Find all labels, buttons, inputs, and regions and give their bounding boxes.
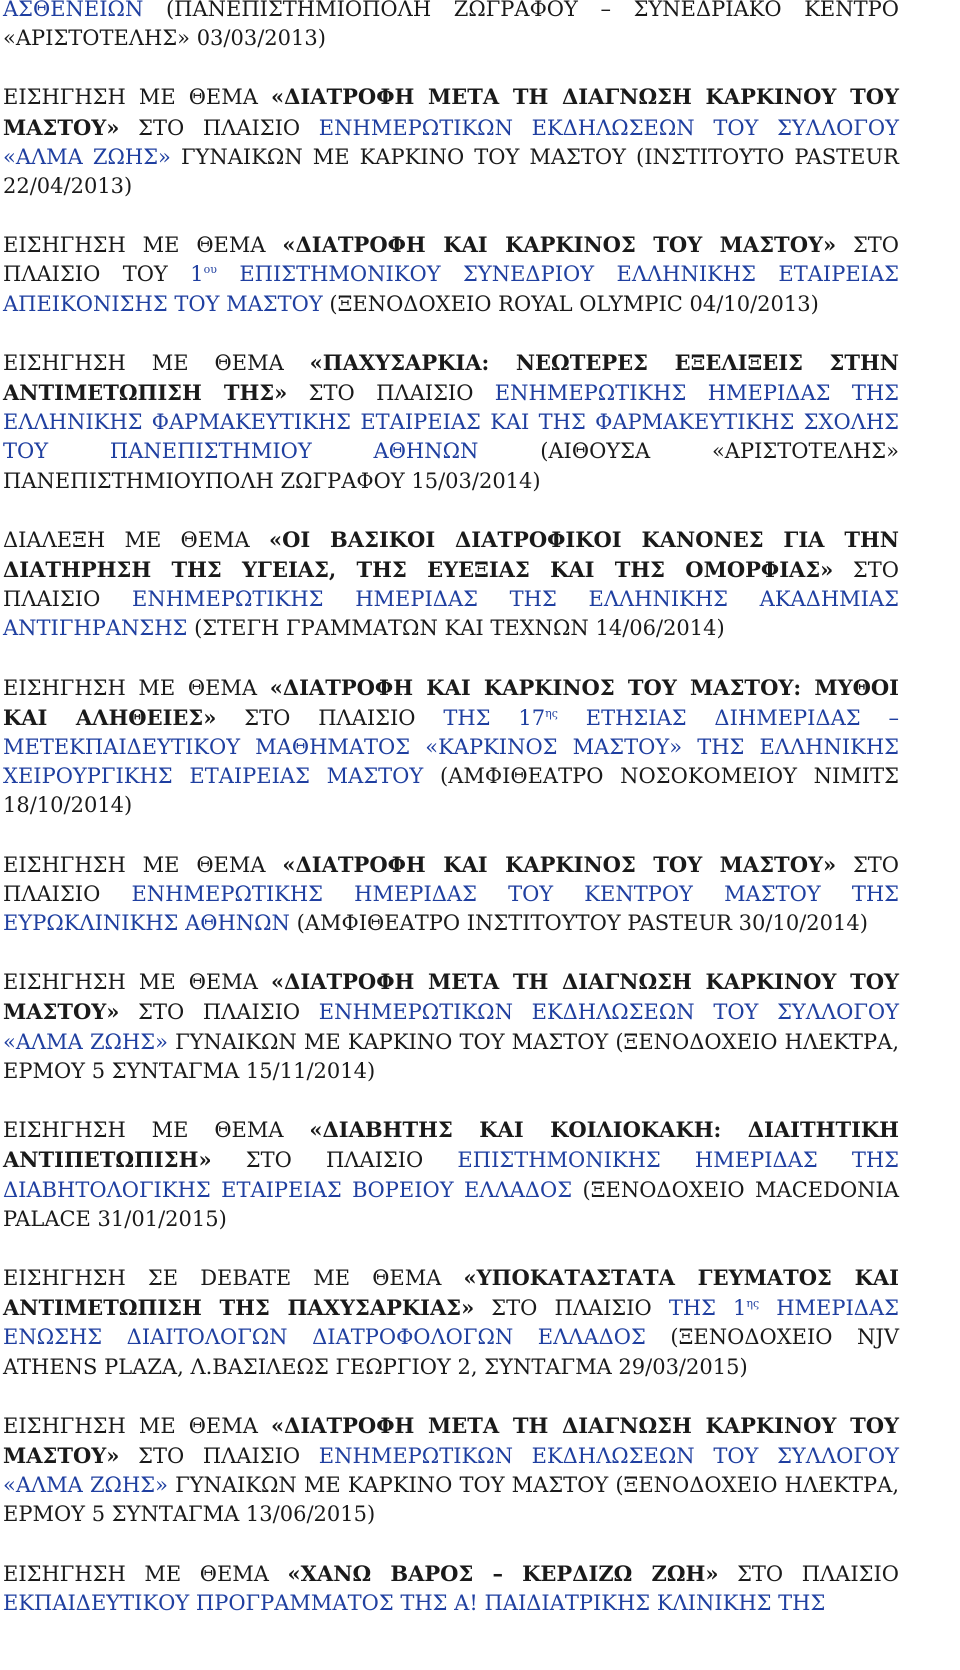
context-text: ΣΤΟ ΠΛΑΙΣΙΟ xyxy=(3,852,900,906)
entry-type: ΕΙΣΗΓΗΣΗ ΜΕ ΘΕΜΑ xyxy=(3,350,310,375)
venue-date: (ΠΑΝΕΠΙΣΤΗΜΙΟΠΟΛΗ ΖΩΓΡΑΦΟΥ – ΣΥΝΕΔΡΙΑΚΟ ΚΕΝΤΡΟ «ΑΡΙΣΤΟΤΕΛΗΣ» 03/03/2013) xyxy=(3,0,899,51)
venue-date: ΓΥΝΑΙΚΩΝ ΜΕ ΚΑΡΚΙΝΟ ΤΟΥ ΜΑΣΤΟΥ (ΙΝΣΤΙΤΟΥΤΟ PASTEUR 22/04/2013) xyxy=(3,144,899,199)
talk-topic: «ΔΙΑΤΡΟΦΗ ΚΑΙ ΚΑΡΚΙΝΟΣ ΤΟΥ ΜΑΣΤΟΥ: ΜΥΘΟΙ ΚΑΙ ΑΛΗΘΕΙΕΣ» xyxy=(3,674,899,730)
context-text: ΣΤΟ ΠΛΑΙΣΙΟ xyxy=(216,705,444,730)
event-ordinal: 1 xyxy=(190,262,204,287)
talk-topic: «ΥΠΟΚΑΤΑΣΤΑΤΑ ΓΕΥΜΑΤΟΣ ΚΑΙ ΑΝΤΙΜΕΤΩΠΙΣΗ ΤΗΣ ΠΑΧΥΣΑΡΚΙΑΣ» xyxy=(3,1264,899,1321)
talk-topic: «ΔΙΑΤΡΟΦΗ ΜΕΤΑ ΤΗ ΔΙΑΓΝΩΣΗ ΚΑΡΚΙΝΟΥ ΤΟΥ ΜΑΣΤΟΥ» xyxy=(3,969,900,1025)
event-name: ΕΚΠΑΙΔΕΥΤΙΚΟΥ ΠΡΟΓΡΑΜΜΑΤΟΣ ΤΗΣ Α! ΠΑΙΔΙΑΤΡΙΚΗΣ ΚΛΙΝΙΚΗΣ ΤΗΣ xyxy=(3,1590,826,1615)
ordinal-suffix: ου xyxy=(203,263,217,277)
talk-topic: «ΔΙΑΤΡΟΦΗ ΚΑΙ ΚΑΡΚΙΝΟΣ ΤΟΥ ΜΑΣΤΟΥ» xyxy=(282,232,837,258)
entry-type: ΕΙΣΗΓΗΣΗ ΜΕ ΘΕΜΑ xyxy=(3,85,271,110)
event-ordinal: ΤΗΣ 1 xyxy=(668,1296,747,1321)
talk-topic: «ΔΙΑΤΡΟΦΗ ΚΑΙ ΚΑΡΚΙΝΟΣ ΤΟΥ ΜΑΣΤΟΥ» xyxy=(282,851,837,877)
talk-topic: «ΟΙ ΒΑΣΙΚΟΙ ΔΙΑΤΡΟΦΙΚΟΙ ΚΑΝΟΝΕΣ ΓΙΑ ΤΗΝ ΔΙΑΤΗΡΗΣΗ ΤΗΣ ΥΓΕΙΑΣ, ΤΗΣ ΕΥΕΞΙΑΣ ΚΑΙ ΤΗΣ ΟΜΟΡΦΙΑΣ» xyxy=(3,526,899,583)
context-text: ΣΤΟ ΠΛΑΙΣΙΟ xyxy=(119,115,319,140)
venue-date: (ΑΜΦΙΘΕΑΤΡΟ ΝΟΣΟΚΟΜΕΙΟΥ ΝΙΜΙΤΣ 18/10/2014) xyxy=(3,764,899,818)
talk-topic: «ΔΙΑΤΡΟΦΗ ΜΕΤΑ ΤΗ ΔΙΑΓΝΩΣΗ ΚΑΡΚΙΝΟΥ ΤΟΥ ΜΑΣΤΟΥ» xyxy=(3,1412,900,1468)
entry-7 xyxy=(3,967,899,1086)
venue-date: (ΣΤΕΓΗ ΓΡΑΜΜΑΤΩΝ ΚΑΙ ΤΕΧΝΩΝ 14/06/2014) xyxy=(187,616,725,641)
talk-topic: «ΔΙΑΤΡΟΦΗ ΜΕΤΑ ΤΗ ΔΙΑΓΝΩΣΗ ΚΑΡΚΙΝΟΥ ΤΟΥ ΜΑΣΤΟΥ» xyxy=(3,84,900,140)
context-text: ΣΤΟ ΠΛΑΙΣΙΟ xyxy=(119,1443,319,1468)
event-name: ΑΣΘΕΝΕΙΩΝ xyxy=(3,0,144,21)
venue-date: (ΞΕΝΟΔΟΧΕΙΟ NJV ATHENS PLAZA, Λ.ΒΑΣΙΛΕΩΣ ΓΕΩΡΓΙΟΥ 2, ΣΥΝΤΑΓΜΑ 29/03/2015) xyxy=(3,1325,899,1379)
entry-type: ΔΙΑΛΕΞΗ ΜΕ ΘΕΜΑ xyxy=(3,527,269,552)
entry-1 xyxy=(3,82,899,201)
entry-type: ΕΙΣΗΓΗΣΗ ΜΕ ΘΕΜΑ xyxy=(3,1413,271,1438)
entry-type: ΕΙΣΗΓΗΣΗ ΜΕ ΘΕΜΑ xyxy=(3,1561,288,1586)
entry-type: ΕΙΣΗΓΗΣΗ ΜΕ ΘΕΜΑ xyxy=(3,852,283,877)
context-text: ΣΤΟ ΠΛΑΙΣΙΟ xyxy=(474,1296,669,1321)
venue-date: ΓΥΝΑΙΚΩΝ ΜΕ ΚΑΡΚΙΝΟ ΤΟΥ ΜΑΣΤΟΥ (ΞΕΝΟΔΟΧΕΙΟ ΗΛΕΚΤΡΑ, ΕΡΜΟΥ 5 ΣΥΝΤΑΓΜΑ 13/06/2015) xyxy=(3,1473,899,1527)
ordinal-suffix: ης xyxy=(746,1297,760,1311)
event-name-rest: ΗΜΕΡΙΔΑΣ ΕΝΩΣΗΣ ΔΙΑΙΤΟΛΟΓΩΝ ΔΙΑΤΡΟΦΟΛΟΓΩΝ ΕΛΛΑΔΟΣ xyxy=(3,1296,899,1350)
event-name: ΕΝΗΜΕΡΩΤΙΚΗΣ ΗΜΕΡΙΔΑΣ ΤΟΥ ΚΕΝΤΡΟΥ ΜΑΣΤΟΥ ΤΗΣ ΕΥΡΩΚΛΙΝΙΚΗΣ ΑΘΗΝΩΝ xyxy=(3,881,899,936)
document-body xyxy=(3,0,899,1618)
event-name: ΕΝΗΜΕΡΩΤΙΚΗΣ ΗΜΕΡΙΔΑΣ ΤΗΣ ΕΛΛΗΝΙΚΗΣ ΑΚΑΔΗΜΙΑΣ ΑΝΤΙΓΗΡΑΝΣΗΣ xyxy=(3,587,899,641)
entry-11 xyxy=(3,1559,899,1618)
event-name: ΕΝΗΜΕΡΩΤΙΚΩΝ ΕΚΔΗΛΩΣΕΩΝ ΤΟΥ ΣΥΛΛΟΓΟΥ «ΑΛΜΑ ΖΩΗΣ» xyxy=(3,1000,899,1054)
venue-date: ΓΥΝΑΙΚΩΝ ΜΕ ΚΑΡΚΙΝΟ ΤΟΥ ΜΑΣΤΟΥ (ΞΕΝΟΔΟΧΕΙΟ ΗΛΕΚΤΡΑ, ΕΡΜΟΥ 5 ΣΥΝΤΑΓΜΑ 15/11/2014) xyxy=(3,1029,899,1083)
talk-topic: «ΠΑΧΥΣΑΡΚΙΑ: ΝΕΩΤΕΡΕΣ ΕΞΕΛΙΞΕΙΣ ΣΤΗΝ ΑΝΤΙΜΕΤΩΠΙΣΗ ΤΗΣ» xyxy=(3,349,899,406)
event-name: ΕΝΗΜΕΡΩΤΙΚΩΝ ΕΚΔΗΛΩΣΕΩΝ ΤΟΥ ΣΥΛΛΟΓΟΥ «ΑΛΜΑ ΖΩΗΣ» xyxy=(3,1443,899,1498)
entry-type: ΕΙΣΗΓΗΣΗ ΣΕ DEBATE ΜΕ ΘΕΜΑ xyxy=(3,1265,464,1290)
entry-3 xyxy=(3,348,899,496)
context-text: ΣΤΟ ΠΛΑΙΣΙΟ xyxy=(3,558,899,612)
context-text: ΣΤΟ ΠΛΑΙΣΙΟ xyxy=(211,1148,458,1173)
context-text: ΣΤΟ ΠΛΑΙΣΙΟ ΤΟΥ xyxy=(3,233,900,287)
ordinal-suffix: ης xyxy=(545,706,558,720)
event-name-rest: ΕΠΙΣΤΗΜΟΝΙΚΟΥ ΣΥΝΕΔΡΙΟΥ ΕΛΛΗΝΙΚΗΣ ΕΤΑΙΡΕΙΑΣ ΑΠΕΙΚΟΝΙΣΗΣ ΤΟΥ ΜΑΣΤΟΥ xyxy=(3,262,899,316)
entry-4 xyxy=(3,525,899,644)
entry-10 xyxy=(3,1411,899,1530)
entry-0 xyxy=(3,0,899,53)
entry-type: ΕΙΣΗΓΗΣΗ ΜΕ ΘΕΜΑ xyxy=(3,675,270,700)
entry-2 xyxy=(3,230,899,319)
event-name: ΕΝΗΜΕΡΩΤΙΚΩΝ ΕΚΔΗΛΩΣΕΩΝ ΤΟΥ ΣΥΛΛΟΓΟΥ «ΑΛΜΑ ΖΩΗΣ» xyxy=(3,115,899,169)
event-name: ΕΠΙΣΤΗΜΟΝΙΚΗΣ ΗΜΕΡΙΔΑΣ ΤΗΣ ΔΙΑΒΗΤΟΛΟΓΙΚΗΣ ΕΤΑΙΡΕΙΑΣ ΒΟΡΕΙΟΥ ΕΛΛΑΔΟΣ xyxy=(3,1148,899,1202)
entry-8 xyxy=(3,1115,899,1234)
context-text: ΣΤΟ ΠΛΑΙΣΙΟ xyxy=(718,1561,899,1586)
entry-type: ΕΙΣΗΓΗΣΗ ΜΕ ΘΕΜΑ xyxy=(3,233,283,258)
talk-topic: «ΧΑΝΩ ΒΑΡΟΣ – ΚΕΡΔΙΖΩ ΖΩΗ» xyxy=(287,1560,719,1586)
entry-type: ΕΙΣΗΓΗΣΗ ΜΕ ΘΕΜΑ xyxy=(3,970,271,995)
entry-6 xyxy=(3,850,899,939)
event-name: ΕΝΗΜΕΡΩΤΙΚΗΣ ΗΜΕΡΙΔΑΣ ΤΗΣ ΕΛΛΗΝΙΚΗΣ ΦΑΡΜΑΚΕΥΤΙΚΗΣ ΕΤΑΙΡΕΙΑΣ ΚΑΙ ΤΗΣ ΦΑΡΜΑΚΕΥΤΙΚΗΣ ΣΧΟΛΗΣ ΤΟΥ ΠΑΝΕΠΙΣΤΗΜΙΟΥ ΑΘΗΝΩΝ xyxy=(3,381,899,464)
talk-topic: «ΔΙΑΒΗΤΗΣ ΚΑΙ ΚΟΙΛΙΟΚΑΚΗ: ΔΙΑΙΤΗΤΙΚΗ ΑΝΤΙΠΕΤΩΠΙΣΗ» xyxy=(3,1117,899,1173)
entry-5 xyxy=(3,673,899,821)
event-ordinal: ΤΗΣ 17 xyxy=(443,705,546,730)
entry-9 xyxy=(3,1263,899,1382)
context-text: ΣΤΟ ΠΛΑΙΣΙΟ xyxy=(119,1000,319,1025)
context-text: ΣΤΟ ΠΛΑΙΣΙΟ xyxy=(287,381,495,406)
venue-date: (ΞΕΝΟΔΟΧΕΙΟ MACEDONIA PALACE 31/01/2015) xyxy=(3,1177,899,1231)
venue-date: (ΑΙΘΟΥΣΑ «ΑΡΙΣΤΟΤΕΛΗΣ» ΠΑΝΕΠΙΣΤΗΜΙΟΥΠΟΛΗ ΖΩΓΡΑΦΟΥ 15/03/2014) xyxy=(3,439,899,493)
venue-date: (ΑΜΦΙΘΕΑΤΡΟ ΙΝΣΤΙΤΟΥΤΟΥ PASTEUR 30/10/2014) xyxy=(289,911,868,936)
event-name-rest: ΕΤΗΣΙΑΣ ΔΙΗΜΕΡΙΔΑΣ – ΜΕΤΕΚΠΑΙΔΕΥΤΙΚΟΥ ΜΑΘΗΜΑΤΟΣ «ΚΑΡΚΙΝΟΣ ΜΑΣΤΟΥ» ΤΗΣ ΕΛΛΗΝΙΚΗΣ ΧΕΙΡΟΥΡΓΙΚΗΣ ΕΤΑΙΡΕΙΑΣ ΜΑΣΤΟΥ xyxy=(3,705,899,789)
entry-type: ΕΙΣΗΓΗΣΗ ΜΕ ΘΕΜΑ xyxy=(3,1118,310,1143)
venue-date: (ΞΕΝΟΔΟΧΕΙΟ ROYAL OLYMPIC 04/10/2013) xyxy=(322,291,819,316)
